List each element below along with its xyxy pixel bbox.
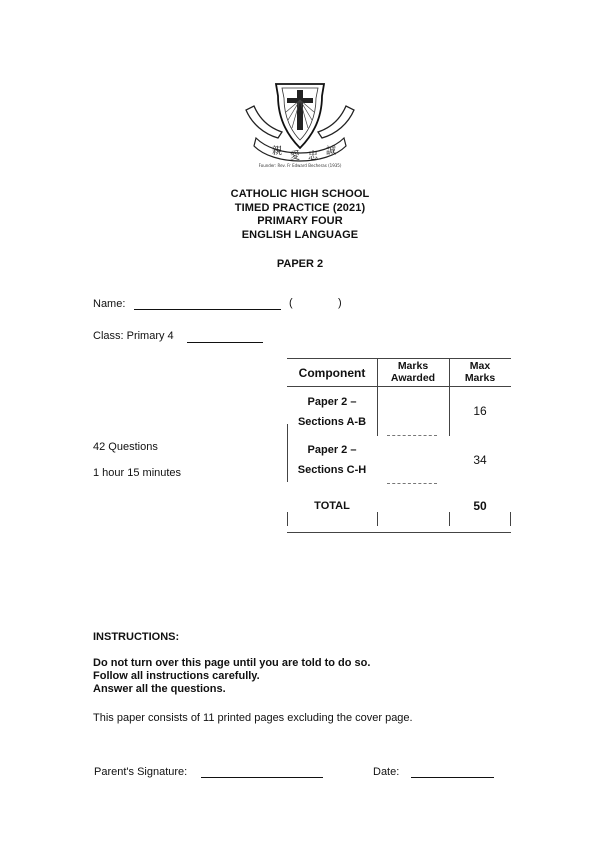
name-field[interactable] xyxy=(134,309,281,310)
register-number-open-paren: ( xyxy=(289,297,293,309)
school-name: CATHOLIC HIGH SCHOOL xyxy=(230,188,370,200)
crest-motto-4: 誠 xyxy=(326,146,336,157)
marks-awarded-header: Marks Awarded xyxy=(390,360,436,384)
register-number-close-paren: ) xyxy=(338,297,342,309)
question-count: 42 Questions xyxy=(93,441,158,453)
page-count-note: This paper consists of 11 printed pages excluding the cover page. xyxy=(93,712,413,724)
subject-title: ENGLISH LANGUAGE xyxy=(241,228,359,241)
marks-table xyxy=(287,358,511,536)
row-sections-c-h xyxy=(287,440,377,480)
name-label: Name: xyxy=(93,298,126,310)
school-crest-logo xyxy=(242,76,358,168)
parent-signature-field[interactable] xyxy=(201,777,323,778)
date-field[interactable] xyxy=(411,777,494,778)
crest-left-wing xyxy=(246,106,282,138)
crest-motto-2: 愛 xyxy=(290,151,300,162)
exam-title: TIMED PRACTICE (2021) xyxy=(234,201,366,214)
max-marks-total: 50 xyxy=(473,499,487,513)
paper-title: PAPER 2 xyxy=(276,258,324,270)
row-c-h-line2: Sections C-H xyxy=(297,464,367,476)
crest-founder-line: Founder: Rev. Fr Edward Becheras (1935) xyxy=(258,163,342,168)
instruction-item: Answer all the questions. xyxy=(93,683,226,695)
crest-cross xyxy=(297,90,303,130)
class-field[interactable] xyxy=(187,342,263,343)
instructions-title: INSTRUCTIONS: xyxy=(93,631,180,643)
level-title: PRIMARY FOUR xyxy=(257,215,343,227)
component-header: Component xyxy=(298,366,366,380)
crest-right-wing xyxy=(318,106,354,138)
marks-awarded-total[interactable] xyxy=(377,500,449,520)
class-label: Class: Primary 4 xyxy=(93,330,174,342)
instruction-item: Do not turn over this page until you are told to do so. xyxy=(93,657,371,669)
row-c-h-line1: Paper 2 – xyxy=(307,444,357,456)
instruction-item: Follow all instructions carefully. xyxy=(93,670,260,682)
date-label: Date: xyxy=(373,766,400,778)
max-marks-a-b: 16 xyxy=(473,404,487,418)
row-a-b-line1: Paper 2 – xyxy=(307,396,357,408)
crest-motto-1: 親 xyxy=(272,146,282,157)
row-a-b-line2: Sections A-B xyxy=(297,416,367,428)
max-marks-c-h: 34 xyxy=(473,453,487,467)
row-sections-a-b xyxy=(287,392,377,432)
title-block xyxy=(0,188,600,242)
max-marks-header: Max Marks xyxy=(464,360,496,384)
crest-motto-3: 忠 xyxy=(308,151,318,162)
duration: 1 hour 15 minutes xyxy=(93,467,182,479)
parent-signature-label: Parent's Signature: xyxy=(94,766,188,778)
instructions-list xyxy=(93,657,370,696)
total-label: TOTAL xyxy=(314,500,350,512)
marks-awarded-a-b[interactable] xyxy=(377,392,449,432)
marks-awarded-c-h[interactable] xyxy=(377,440,449,480)
